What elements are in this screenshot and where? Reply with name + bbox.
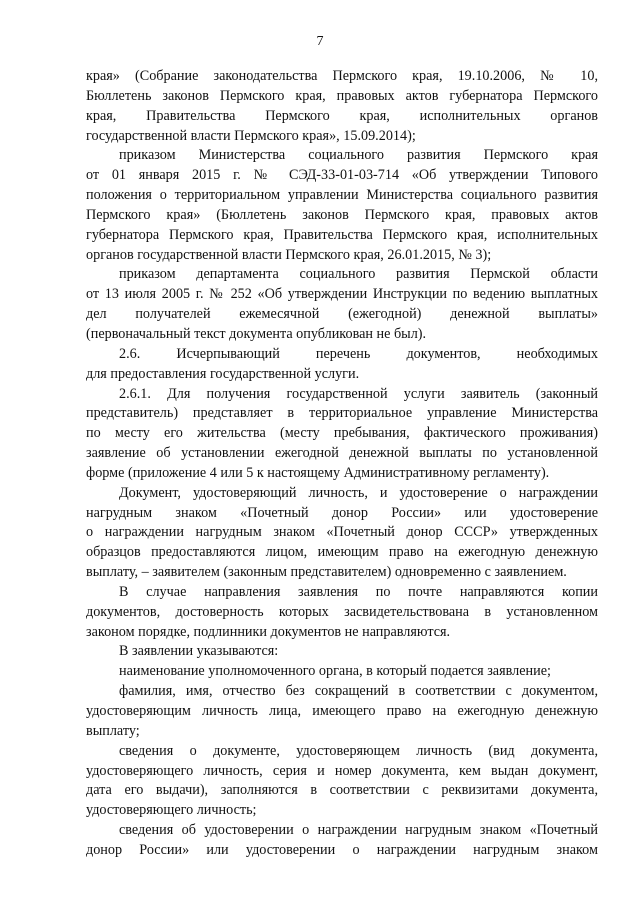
text-line: образцов предоставляются лицом, имеющим право на ежегодную денежную bbox=[86, 544, 598, 561]
text-line: нагрудным знаком «Почетный донор России» или удостоверение bbox=[86, 504, 598, 521]
text-line: выплату; bbox=[86, 722, 140, 739]
paragraph bbox=[86, 821, 598, 861]
text-line: форме (приложение 4 или 5 к настоящему Административному регламенту). bbox=[86, 464, 550, 481]
paragraph bbox=[86, 662, 598, 682]
paragraph bbox=[86, 385, 598, 484]
text-line: В случае направления заявления по почте направляются копии bbox=[119, 583, 598, 600]
text-line: дел получателей ежемесячной (ежегодной) денежной выплаты» bbox=[86, 306, 598, 323]
text-line: губернатора Пермского края, Правительства Пермского края, исполнительных bbox=[86, 226, 598, 243]
text-line: В заявлении указываются: bbox=[119, 643, 279, 660]
text-line: Бюллетень законов Пермского края, правовых актов губернатора Пермского bbox=[86, 87, 598, 104]
paragraph bbox=[86, 484, 598, 583]
text-line: донор России» или удостоверении о награждении нагрудным знаком bbox=[86, 841, 598, 858]
paragraph bbox=[86, 345, 598, 385]
text-line: (первоначальный текст документа опубликован не был). bbox=[86, 325, 427, 342]
text-line: 2.6. Исчерпывающий перечень документов, необходимых bbox=[119, 345, 598, 362]
paragraph bbox=[86, 583, 598, 643]
text-line: сведения о документе, удостоверяющем личность (вид документа, bbox=[119, 742, 598, 759]
text-line: органов государственной власти Пермского края, 26.01.2015, № 3); bbox=[86, 246, 492, 263]
text-line: удостоверяющего личность, серия и номер документа, кем выдан документ, bbox=[86, 762, 598, 779]
text-line: сведения об удостоверении о награждении нагрудным знаком «Почетный bbox=[119, 822, 598, 839]
text-line: удостоверяющего личность; bbox=[86, 802, 257, 819]
text-line: дата его выдачи), заполняются в соответствии с реквизитами документа, bbox=[86, 782, 598, 799]
text-line: положения о территориальном управлении Министерства социального развития bbox=[86, 187, 598, 204]
text-line: от 13 июля 2005 г. № 252 «Об утверждении Инструкции по ведению выплатных bbox=[86, 286, 598, 303]
text-line: документов, достоверность которых засвидетельствована в установленном bbox=[86, 603, 598, 620]
text-line: для предоставления государственной услуги. bbox=[86, 365, 360, 382]
paragraph bbox=[86, 146, 598, 265]
paragraph bbox=[86, 742, 598, 821]
text-line: фамилия, имя, отчество без сокращений в соответствии с документом, bbox=[119, 683, 598, 700]
document-body bbox=[86, 67, 598, 861]
text-line: приказом Министерства социального развития Пермского края bbox=[119, 147, 598, 164]
page-number: 7 bbox=[316, 34, 324, 49]
text-line: государственной власти Пермского края», 15.09.2014); bbox=[86, 127, 416, 144]
text-line: от 01 января 2015 г. № СЭД-33-01-03-714 «Об утверждении Типового bbox=[86, 167, 598, 184]
text-line: приказом департамента социального развития Пермской области bbox=[119, 266, 598, 283]
text-line: о награждении нагрудным знаком «Почетный донор СССР» утвержденных bbox=[86, 524, 598, 541]
text-line: законом порядке, подлинники документов не направляются. bbox=[86, 623, 451, 640]
text-line: Пермского края» (Бюллетень законов Пермского края, правовых актов bbox=[86, 206, 598, 223]
paragraph bbox=[86, 67, 598, 146]
text-line: по месту его жительства (месту пребывания, фактического проживания) bbox=[86, 425, 598, 442]
paragraph bbox=[86, 682, 598, 742]
text-line: заявление об установлении ежегодной денежной выплаты по установленной bbox=[86, 445, 598, 462]
text-line: Документ, удостоверяющий личность, и удостоверение о награждении bbox=[119, 484, 598, 501]
text-line: 2.6.1. Для получения государственной услуги заявитель (законный bbox=[119, 385, 598, 402]
text-line: представитель) представляет в территориальное управление Министерства bbox=[86, 405, 598, 422]
text-line: края, Правительства Пермского края, исполнительных органов bbox=[86, 107, 598, 124]
text-line: края» (Собрание законодательства Пермского края, 19.10.2006, № 10, bbox=[86, 68, 598, 84]
paragraph bbox=[86, 642, 598, 662]
text-line: наименование уполномоченного органа, в который подается заявление; bbox=[119, 663, 551, 680]
text-line: удостоверяющим личность лица, имеющего право на ежегодную денежную bbox=[86, 703, 598, 719]
paragraph bbox=[86, 265, 598, 344]
text-line: выплату, – заявителем (законным представителем) одновременно с заявлением. bbox=[86, 564, 567, 581]
